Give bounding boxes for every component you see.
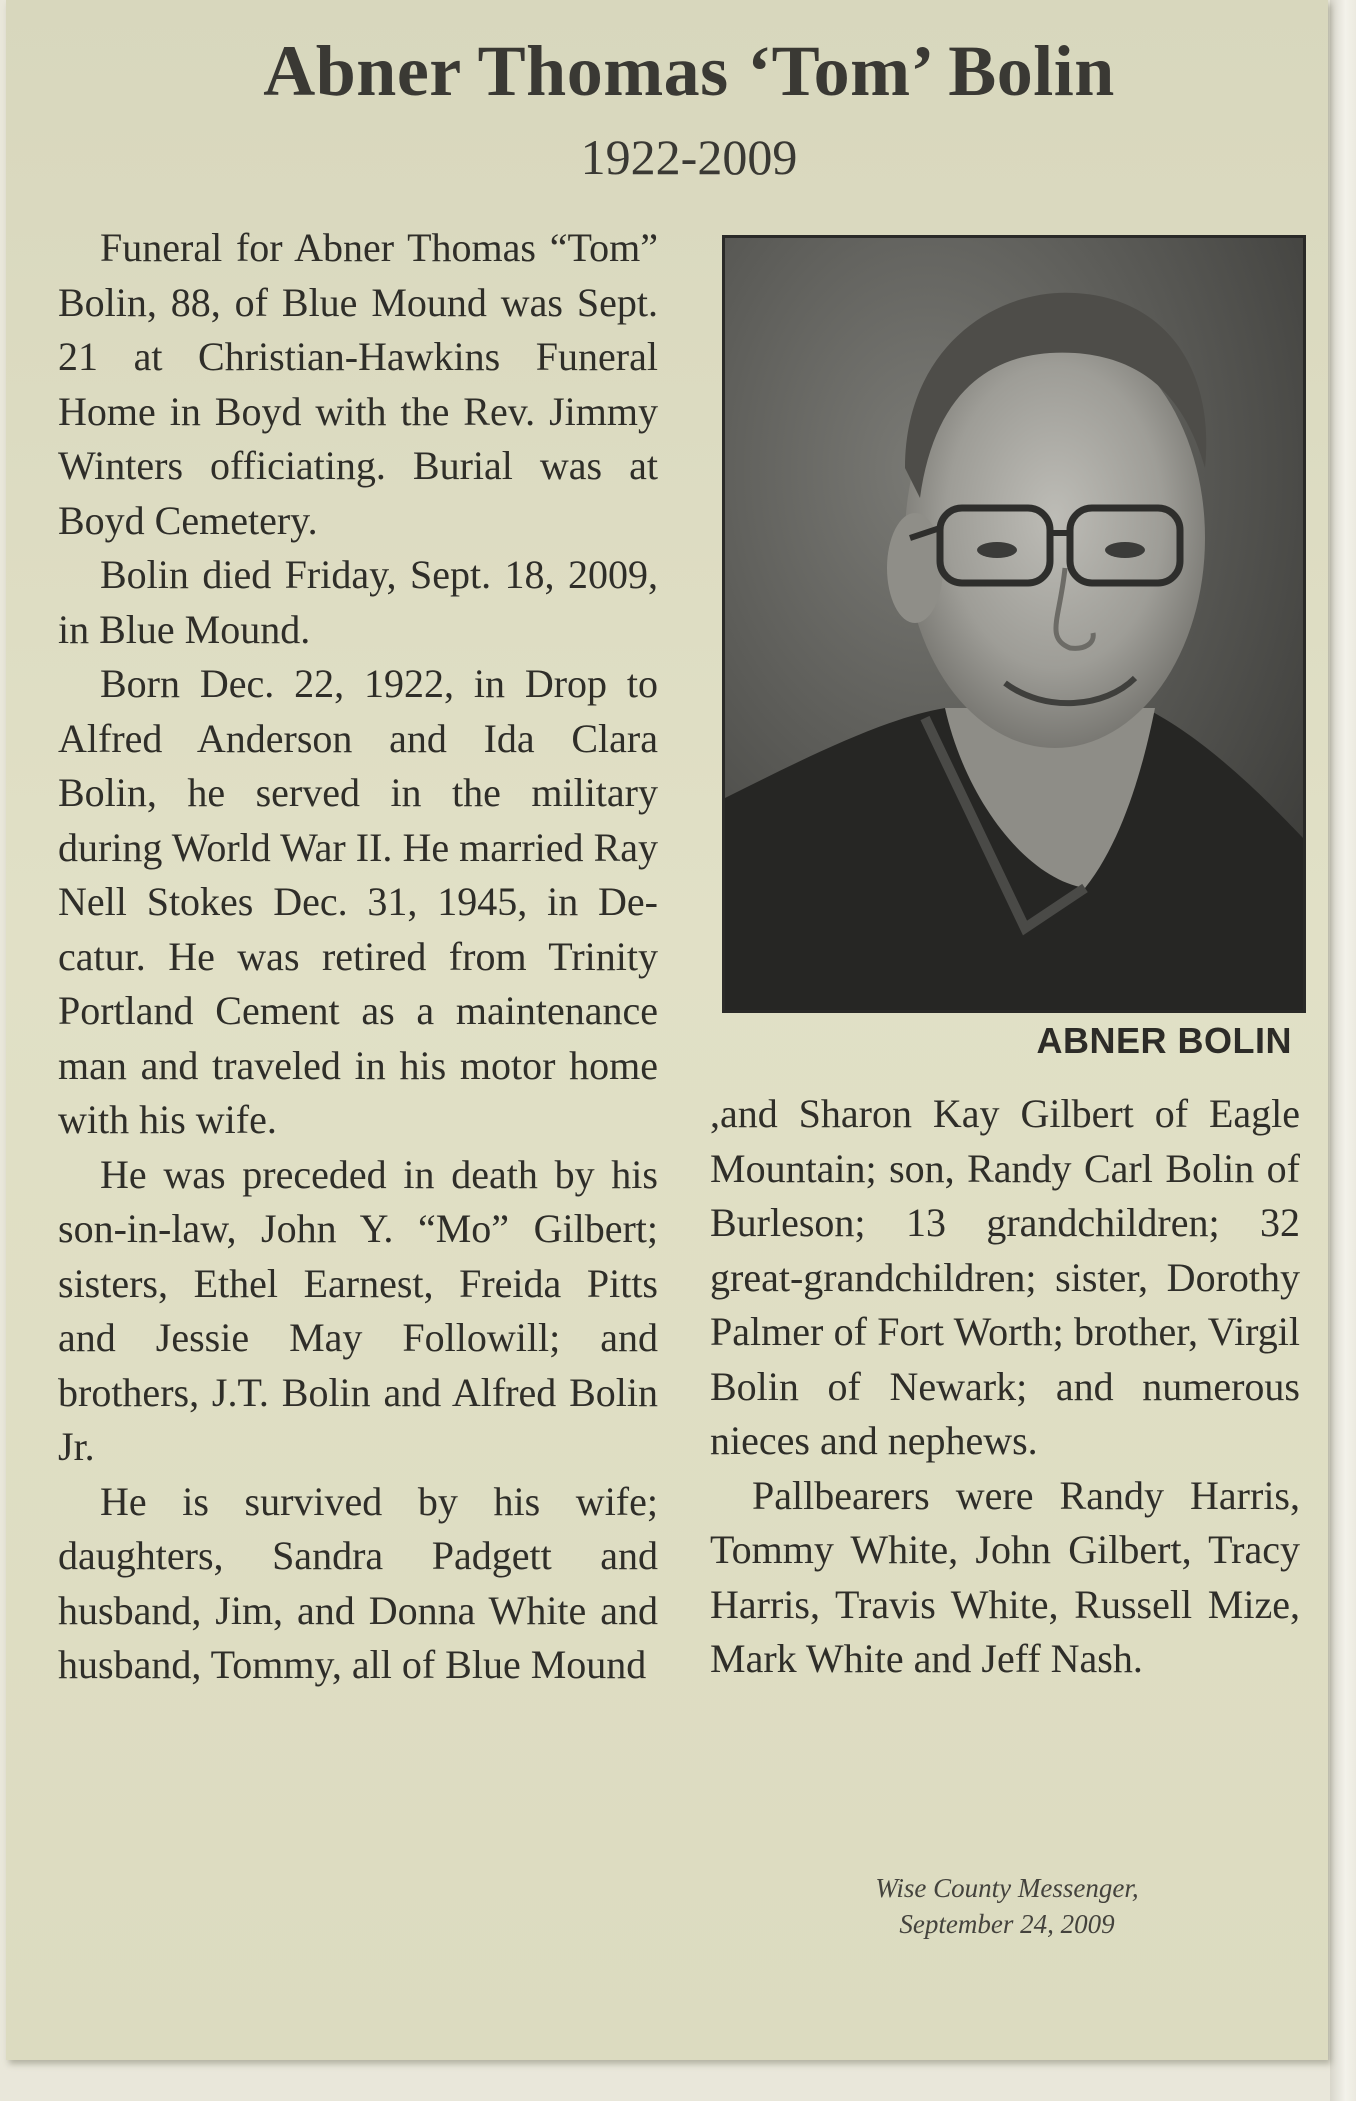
photo-caption: ABNER BOLIN [1036,1020,1292,1061]
portrait-photo [722,235,1306,1013]
paragraph-death: Bolin died Friday, Sept. 18, 2009, in Blue Mound. [58,552,658,652]
life-dates: 1922-2009 [580,129,798,185]
left-column [58,221,658,1693]
source-date: September 24, 2009 [899,1909,1115,1939]
table-edge [1330,0,1356,2101]
paragraph-pallbearers: Pallbearers were Randy Harris, Tommy White, John Gilbert, Tracy Harris, Travis White, Russell Mize, Mark White and Jeff Nash. [710,1472,1300,1681]
paragraph-survivors-continued: ,and Sharon Kay Gilbert of Eagle Mountain; son, Randy Carl Bolin of Burleson; 13 grandchildren; 32 great-grandchildren; sister, Dorothy Palmer of Fort Worth; brother, Virgil Bolin of Newark; and numerous nieces and nephews. [710,1091,1300,1463]
portrait-illustration [725,238,1303,1010]
obituary-title: Abner Thomas ‘Tom’ Bolin [263,31,1115,111]
paragraph-survived: He is survived by his wife; daughters, Sandra Padgett and husband, Jim, and Donna White and husband, Tommy, all of Blue Mound [58,1478,658,1687]
paragraph-biography: Born Dec. 22, 1922, in Drop to Alfred Anderson and Ida Clara Bolin, he served in the military during World War II. He married Ray Nell Stokes Dec. 31, 1945, in Decatur. He was retired from Trinity Portland Cement as a maintenance man and traveled in his motor home with his wife. [58,661,658,1142]
source-citation [722,1870,1292,1942]
paragraph-funeral: Funeral for Abner Thomas “Tom” Bolin, 88, of Blue Mound was Sept. 21 at Christian-Hawkins Funeral Home in Boyd with the Rev. Jimmy Winters officiating. Burial was at Boyd Cemetery. [58,225,658,543]
source-publication: Wise County Messenger, [875,1873,1139,1903]
paragraph-preceded: He was preceded in death by his son-in-law, John Y. “Mo” Gilbert; sisters, Ethel Earnest, Freida Pitts and Jessie May Followill; and brothers, J.T. Bolin and Alfred Bolin Jr. [58,1151,658,1469]
right-column [710,1087,1300,1687]
newspaper-clipping [6,0,1328,2060]
